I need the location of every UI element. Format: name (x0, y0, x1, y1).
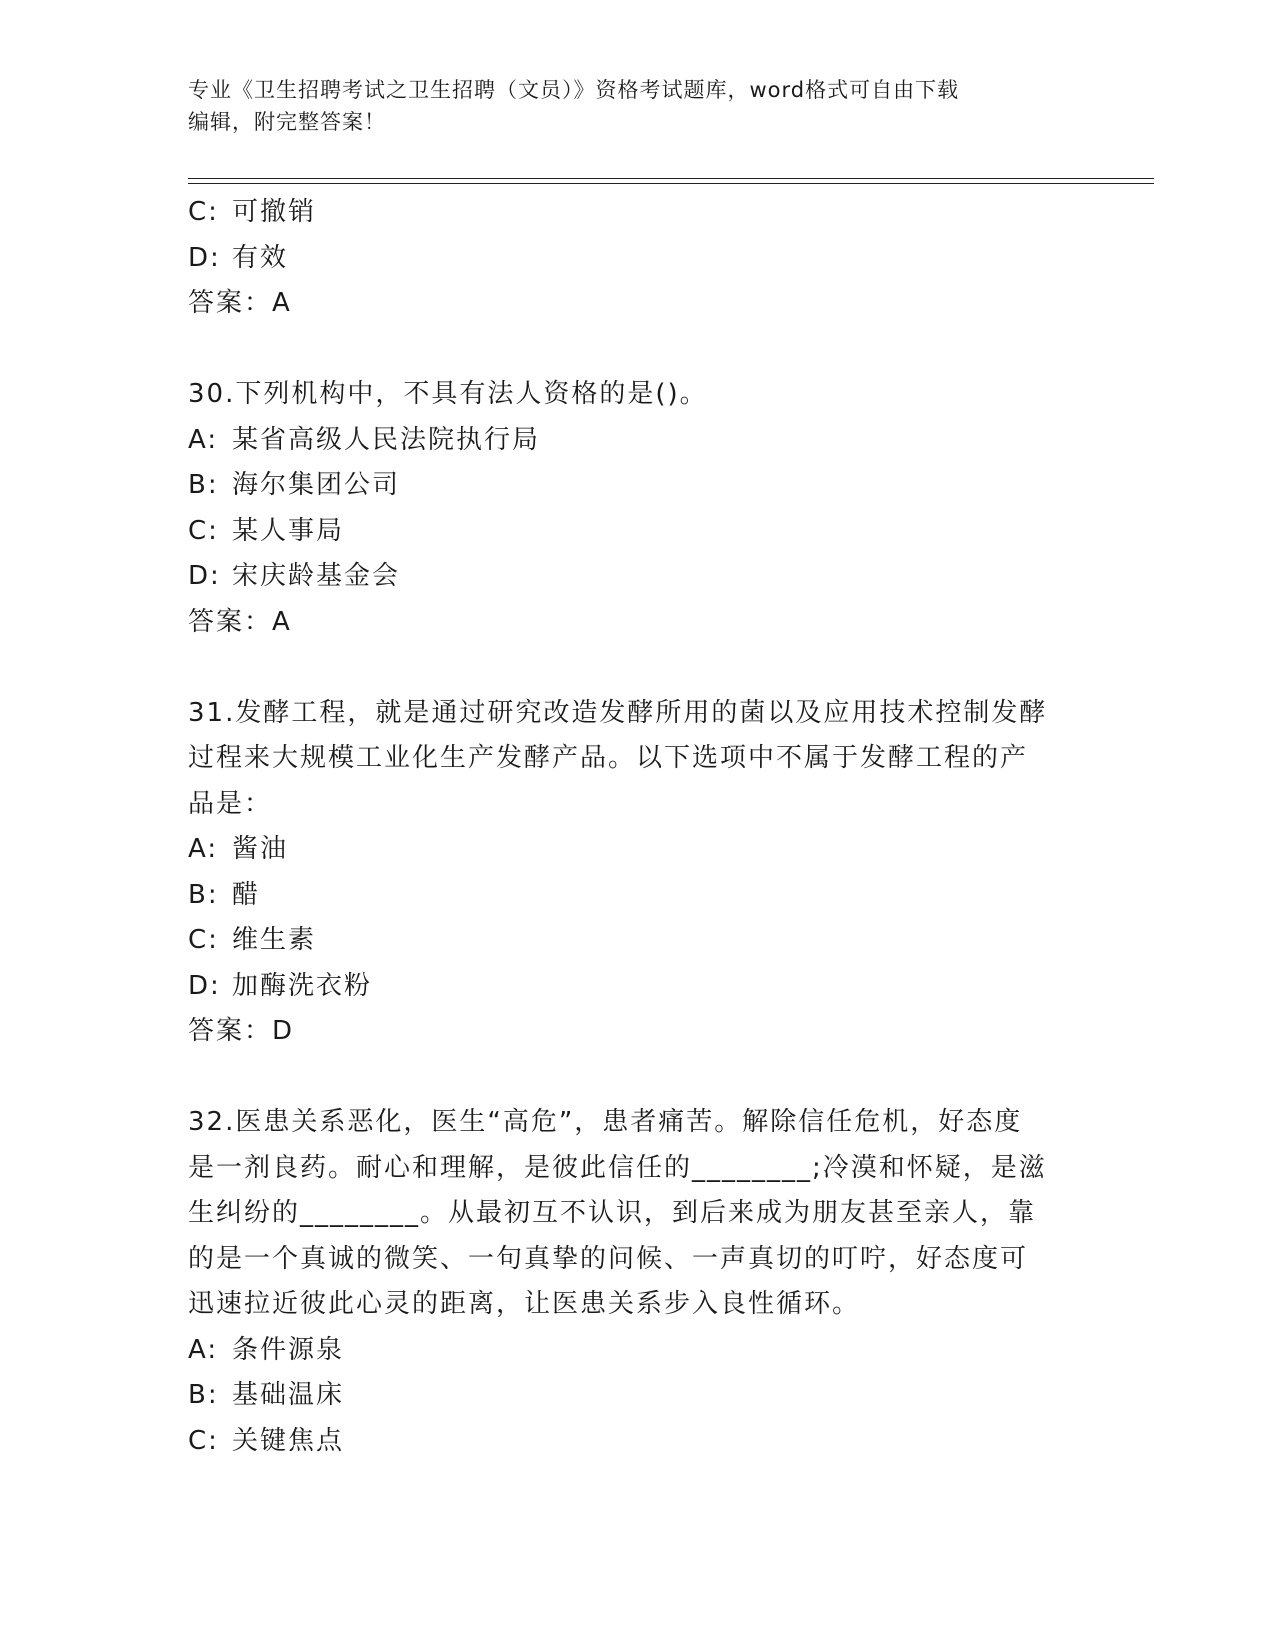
option-label: D: (188, 970, 221, 1001)
option-item (188, 463, 1088, 509)
option-label: B: (188, 470, 219, 500)
option-text: 关键焦点 (232, 1425, 345, 1456)
option-text: 海尔集团公司 (232, 470, 401, 500)
answer-line: 答案：A (188, 606, 292, 637)
option-item (188, 1328, 1088, 1374)
option-text: 某省高级人民法院执行局 (232, 424, 541, 455)
answer-line: 答案：D (188, 1016, 295, 1046)
question-32-line-3: 生纠纷的________。从最初互不认识，到后来成为朋友甚至亲人，靠 (188, 1198, 1037, 1228)
option-item (188, 918, 1088, 964)
option-label: B: (188, 1380, 219, 1410)
option-item (188, 873, 1088, 919)
question-31-line-2: 过程来大规模工业化生产发酵产品。以下选项中不属于发酵工程的产 (188, 743, 1029, 773)
question-32-line-4: 的是一个真诚的微笑、一句真挚的问候、一声真切的叮咛，好态度可 (188, 1243, 1029, 1274)
option-item (188, 1373, 1088, 1419)
answer-line: 答案：A (188, 288, 292, 318)
option-item (188, 509, 1088, 555)
option-text: 可撤销 (232, 197, 317, 227)
header-rule (188, 178, 1154, 184)
option-label: A: (188, 1334, 219, 1365)
option-item (188, 964, 1088, 1010)
option-label: A: (188, 834, 219, 864)
option-text: 某人事局 (232, 515, 345, 546)
option-label: D: (188, 561, 221, 591)
option-text: 基础温床 (232, 1380, 345, 1410)
option-item (188, 190, 1088, 236)
header-line-1: 专业《卫生招聘考试之卫生招聘（文员）》资格考试题库，word格式可自由下载 (188, 78, 960, 102)
option-label: B: (188, 879, 219, 910)
question-content (188, 190, 1088, 1464)
option-item (188, 554, 1088, 600)
option-label: C: (188, 925, 219, 955)
question-32-line-5: 迅速拉近彼此心灵的距离，让医患关系步入良性循环。 (188, 1289, 861, 1319)
question-31-line-3: 品是： (188, 788, 273, 819)
option-text: 加酶洗衣粉 (232, 970, 373, 1001)
option-label: A: (188, 424, 219, 455)
option-text: 有效 (232, 242, 289, 273)
question-30-text: 30.下列机构中，不具有法人资格的是()。 (188, 379, 708, 409)
option-text: 维生素 (232, 925, 317, 955)
option-label: D: (188, 242, 221, 273)
option-label: C: (188, 1425, 219, 1456)
option-text: 酱油 (232, 834, 289, 864)
option-text: 醋 (232, 879, 261, 910)
option-label: C: (188, 515, 219, 546)
question-32-line-1: 32.医患关系恶化，医生“高危”，患者痛苦。解除信任危机，好态度 (188, 1107, 1023, 1137)
question-32-line-2: 是一剂良药。耐心和理解，是彼此信任的________;冷漠和怀疑，是滋 (188, 1152, 1047, 1183)
header-line-2: 编辑，附完整答案！ (188, 110, 386, 134)
option-item (188, 1419, 1088, 1465)
document-header (188, 74, 1068, 138)
option-text: 宋庆龄基金会 (232, 561, 401, 591)
option-text: 条件源泉 (232, 1334, 345, 1365)
option-label: C: (188, 197, 219, 227)
option-item (188, 827, 1088, 873)
question-31-line-1: 31.发酵工程，就是通过研究改造发酵所用的菌以及应用技术控制发酵 (188, 697, 1048, 728)
option-item (188, 236, 1088, 282)
option-item (188, 418, 1088, 464)
